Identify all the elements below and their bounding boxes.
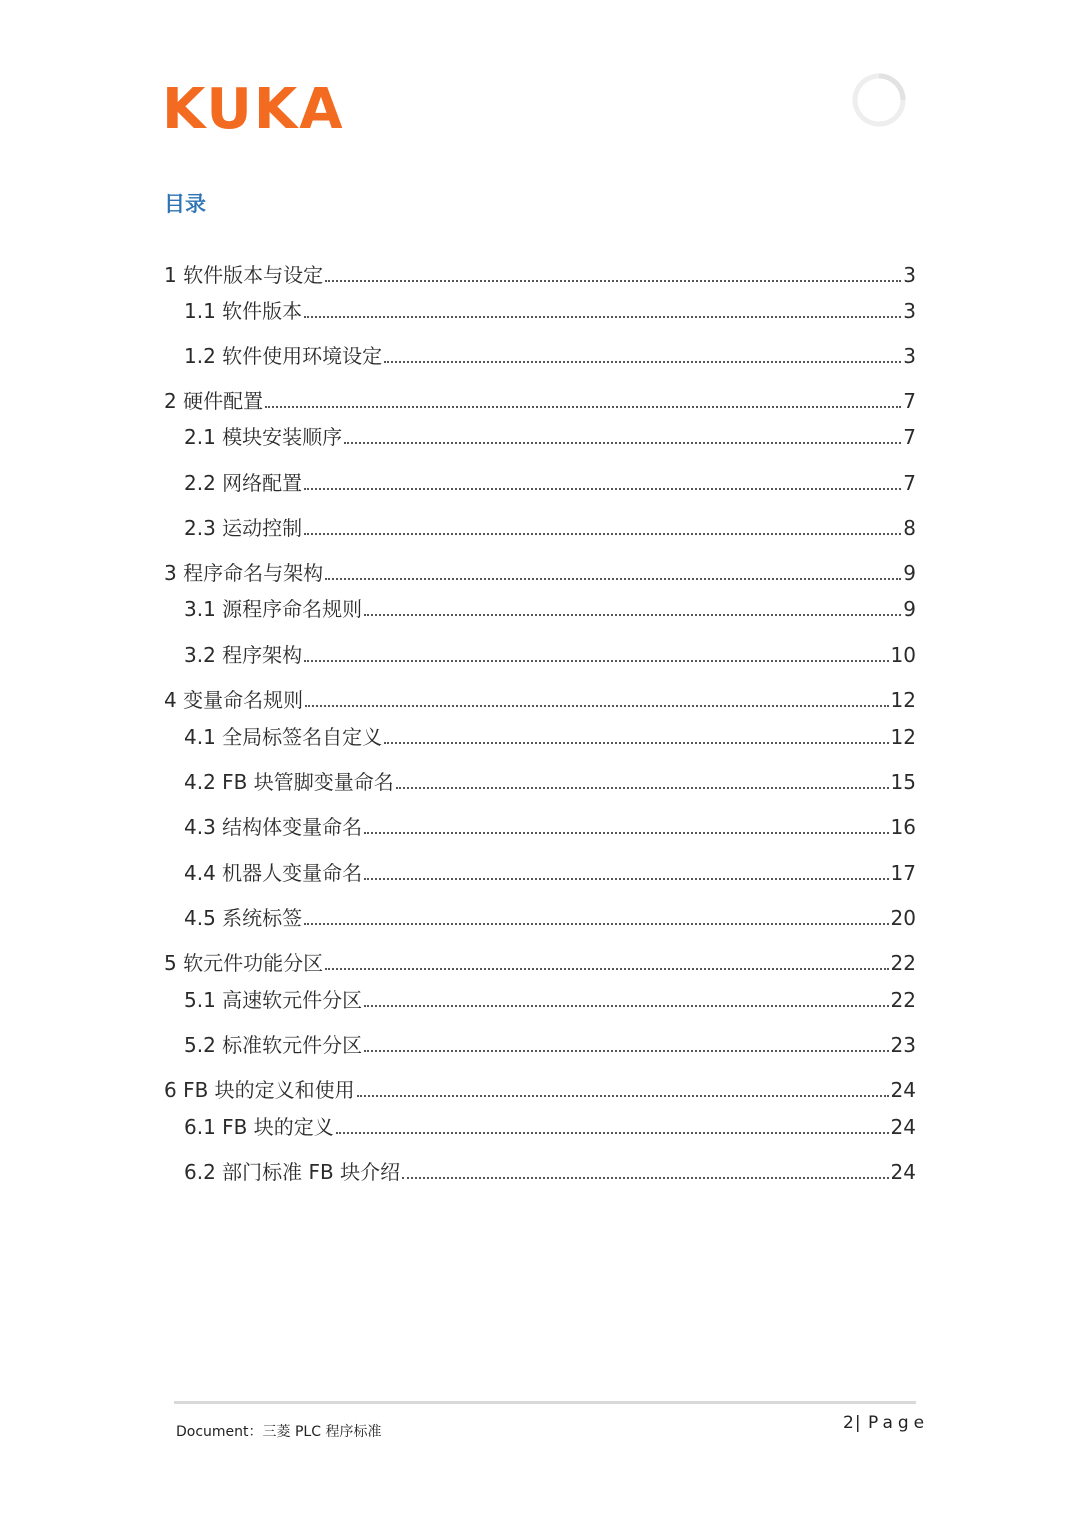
toc-entry[interactable]: [184, 638, 916, 668]
toc-leader: [364, 1005, 888, 1007]
toc-leader: [305, 705, 888, 707]
toc-leader: [357, 1095, 889, 1097]
toc-entry-label: 4.1 全局标签名自定义: [184, 725, 383, 749]
toc-entry-label: 1.2 软件使用环境设定: [184, 344, 383, 368]
kuka-logo: KUKA: [162, 77, 345, 142]
page-word: Page: [867, 1413, 930, 1433]
toc-entry-page: 8: [903, 516, 916, 540]
toc-entry-label: 4.3 结构体变量命名: [184, 815, 363, 839]
toc-entry-label: 5 软元件功能分区: [164, 951, 324, 975]
toc-entry[interactable]: [164, 384, 916, 414]
toc-entry-page: 7: [903, 425, 916, 449]
toc-leader: [336, 1132, 889, 1134]
toc-entry[interactable]: [184, 466, 916, 496]
toc-entry-label: 6.1 FB 块的定义: [184, 1115, 334, 1139]
toc-leader: [325, 968, 888, 970]
toc-entry-page: 10: [890, 643, 916, 667]
footer-document-title: Document：三菱 PLC 程序标准: [176, 1424, 382, 1440]
toc-entry[interactable]: [184, 720, 916, 750]
toc-entry-page: 22: [890, 988, 916, 1012]
toc-entry[interactable]: [184, 856, 916, 886]
toc-entry-page: 7: [903, 471, 916, 495]
toc-entry-label: 4.2 FB 块管脚变量命名: [184, 770, 394, 794]
toc-entry-page: 23: [890, 1033, 916, 1057]
toc-entry[interactable]: [184, 420, 916, 450]
toc-leader: [396, 787, 889, 789]
loading-spinner-icon: [851, 72, 907, 128]
toc-leader: [304, 488, 901, 490]
toc-entry[interactable]: [184, 1110, 916, 1140]
toc-heading: 目录: [164, 192, 206, 216]
toc-entry-page: 12: [890, 725, 916, 749]
toc-entry[interactable]: [184, 1155, 916, 1185]
footer-page-number: [843, 1413, 929, 1433]
toc-entry-page: 20: [890, 906, 916, 930]
toc-entry-label: 4 变量命名规则: [164, 688, 304, 712]
toc-leader: [364, 1050, 888, 1052]
toc-leader: [304, 923, 888, 925]
page-number: 2|: [843, 1413, 862, 1433]
toc-entry[interactable]: [164, 258, 916, 288]
toc-entry[interactable]: [184, 901, 916, 931]
toc-leader: [304, 660, 888, 662]
toc-entry[interactable]: [184, 765, 916, 795]
toc-entry-label: 6 FB 块的定义和使用: [164, 1078, 355, 1102]
toc-entry-page: 7: [903, 389, 916, 413]
toc-entry-page: 24: [890, 1115, 916, 1139]
toc-entry-label: 1.1 软件版本: [184, 299, 303, 323]
toc-entry[interactable]: [184, 339, 916, 369]
toc-entry-label: 5.2 标准软元件分区: [184, 1033, 363, 1057]
toc-leader: [304, 316, 901, 318]
toc-entry-page: 9: [903, 597, 916, 621]
toc-entry-label: 2 硬件配置: [164, 389, 264, 413]
toc-entry-label: 2.3 运动控制: [184, 516, 303, 540]
toc-entry-page: 3: [903, 263, 916, 287]
toc-entry-label: 6.2 部门标准 FB 块介绍: [184, 1160, 401, 1184]
toc-entry[interactable]: [164, 1073, 916, 1103]
toc-entry-label: 4.4 机器人变量命名: [184, 861, 363, 885]
toc-entry[interactable]: [164, 946, 916, 976]
toc-entry-label: 3 程序命名与架构: [164, 561, 324, 585]
toc-entry-page: 16: [890, 815, 916, 839]
toc-leader: [384, 361, 901, 363]
toc-entry-page: 24: [890, 1078, 916, 1102]
toc-entry-page: 3: [903, 299, 916, 323]
toc-entry-label: 1 软件版本与设定: [164, 263, 324, 287]
toc-leader: [364, 878, 888, 880]
toc-entry-page: 24: [890, 1160, 916, 1184]
toc-leader: [344, 442, 901, 444]
toc-entry-label: 3.1 源程序命名规则: [184, 597, 363, 621]
toc-entry[interactable]: [184, 592, 916, 622]
toc-leader: [364, 614, 901, 616]
toc-entry[interactable]: [164, 683, 916, 713]
toc-leader: [384, 742, 888, 744]
toc-entry-label: 4.5 系统标签: [184, 906, 303, 930]
toc-leader: [402, 1177, 888, 1179]
toc-entry[interactable]: [184, 1028, 916, 1058]
toc-entry-page: 3: [903, 344, 916, 368]
toc-leader: [364, 832, 888, 834]
toc-leader: [325, 280, 901, 282]
toc-entry[interactable]: [184, 810, 916, 840]
toc-entry[interactable]: [184, 511, 916, 541]
toc-entry[interactable]: [184, 294, 916, 324]
toc-entry-page: 12: [890, 688, 916, 712]
toc-entry-page: 15: [890, 770, 916, 794]
toc-leader: [265, 406, 901, 408]
toc-entry-page: 22: [890, 951, 916, 975]
toc-entry-label: 2.2 网络配置: [184, 471, 303, 495]
toc-leader: [304, 533, 901, 535]
toc-entry-label: 2.1 模块安装顺序: [184, 425, 343, 449]
toc-entry-label: 5.1 高速软元件分区: [184, 988, 363, 1012]
toc-entry[interactable]: [164, 556, 916, 586]
toc-leader: [325, 578, 901, 580]
footer-divider: [174, 1401, 916, 1404]
toc-entry-page: 9: [903, 561, 916, 585]
toc-entry-label: 3.2 程序架构: [184, 643, 303, 667]
toc-entry[interactable]: [184, 983, 916, 1013]
toc-entry-page: 17: [890, 861, 916, 885]
